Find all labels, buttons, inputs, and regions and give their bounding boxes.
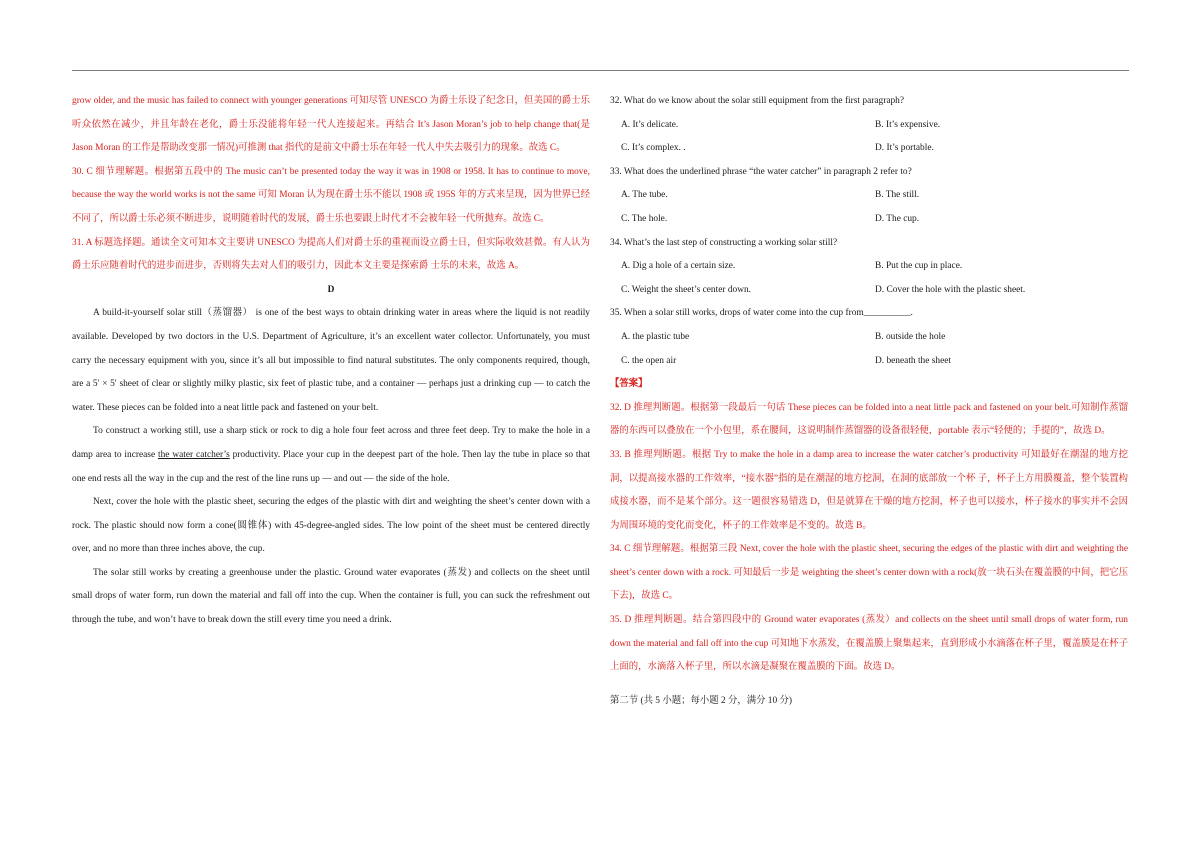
option-a: A. the plastic tube [621, 331, 690, 342]
passage-section-title: D [327, 284, 335, 295]
answer-31-explanation: 31. A 标题选择题。通读全文可知本文主要讲 UNESCO 为提高人们对爵士乐的重视而设立爵士日，但实际收效甚微。有人认为爵士乐应随着时代的进步而进步，否则将失去对人们的吸引力，因此本文主要是探索爵 士乐的未来，故选 A。 [72, 237, 590, 272]
option-a: A. It’s delicate. [621, 119, 679, 130]
option-b: B. Put the cup in place. [875, 261, 963, 272]
paragraph-2-text-after: productivity. Place your cup in the deepest part of the hole. Then lay the tube in place so that one end rests all the way in the cup and the rest of the line runs up — and out — the side of the hole. [72, 449, 590, 484]
option-a: A. Dig a hole of a certain size. [621, 261, 736, 272]
options-row [610, 279, 1128, 303]
options-row [610, 350, 1128, 374]
question-32 [610, 90, 1128, 161]
section-2-heading: 第二节 (共 5 小题；每小题 2 分，满分 10 分) [610, 695, 793, 706]
option-d: D. Cover the hole with the plastic sheet. [875, 284, 1026, 295]
answer-34-explanation: 34. C 细节理解题。根据第三段 Next, cover the hole with the plastic sheet, securing the edges of the plastic with dirt and weighting the sheet’s center down with a rock. 可知最后一步是 weighting the sheet’s center down with a rock(放一块石头在覆盖膜的中间，把它压下去)，故选 C。 [610, 544, 1128, 602]
options-row [610, 114, 1128, 138]
option-c: C. It’s complex. . [621, 143, 686, 154]
options-row [610, 208, 1128, 232]
question-34 [610, 232, 1128, 303]
passage-paragraph-1: A build-it-yourself solar still（蒸馏器） is one of the best ways to obtain drinking water in areas where the liquid is not readily available. Developed by two doctors in the U.S. Department of Agriculture, it’s an excellent water collector. Unfortunately, you must carry the necessary equipment with you, since it’s all but impossible to find natural substitutes. The only components required, though, are a 5′ × 5′ sheet of clear or slightly milky plastic, six feet of plastic tube, and a container — perhaps just a drinking cup — to catch the water. These pieces can be folded into a neat little pack and fastened on your belt. [72, 308, 590, 413]
options-row [610, 137, 1128, 161]
question-stem: 33. What does the underlined phrase “the water catcher” in paragraph 2 refer to? [610, 166, 912, 177]
option-a: A. The tube. [621, 190, 668, 201]
passage-paragraph-2 [72, 420, 590, 491]
option-b: B. The still. [875, 190, 920, 201]
answer-33-explanation: 33. B 推理判断题。根据 Try to make the hole in a damp area to increase the water catcher’s productivity 可知最好在潮湿的地方挖洞，以提高接水器的工作效率，“接水器”指的是在潮湿的地方挖洞，在洞的底部放一个杯 子，杯子上方用膜覆盖，整个装置构成接水器，而不是某个部分。这一题很容易错选 D，但是就算在干燥的地方挖洞，杯子也可以接水，杯子接水的事实并不会因为周围环境的变化而变化，杯子的工作效率是不变的。故选 B。 [610, 449, 1128, 531]
question-35 [610, 302, 1128, 373]
answer-32-explanation: 32. D 推理判断题。根据第一段最后一句话 These pieces can be folded into a neat little pack and fastened on your belt.可知制作蒸馏器的东西可以叠放在一个小包里，系在腰间，这说明制作蒸馏器的设备很轻便，portable 表示“轻便的；手提的”，故选 D。 [610, 402, 1128, 437]
question-stem: 32. What do we know about the solar still equipment from the first paragraph? [610, 96, 905, 106]
options-row [610, 326, 1128, 350]
option-c: C. Weight the sheet’s center down. [621, 284, 752, 295]
answer-29-explanation: grow older, and the music has failed to connect with younger generations 可知尽管 UNESCO 为爵士乐设了纪念日，但美国的爵士乐听众依然在减少，并且年龄在老化，爵士乐没能将年轻一代人连接起来。再结合 It’s Jason Moran’s job to help change that(是 Jason Moran 的工作是帮助改变那一情况)可推测 that 指代的是前文中爵士乐在年轻一代人中失去吸引力的现象。故选 C。 [72, 96, 590, 154]
option-c: C. The hole. [621, 213, 668, 224]
underlined-phrase: the water catcher’s [158, 449, 230, 460]
option-d: D. The cup. [875, 213, 920, 224]
answer-35-explanation: 35. D 推理判断题。结合第四段中的 Ground water evaporates (蒸发）and collects on the sheet until small drops of water form, run down the material and fall off into the cup 可知地下水蒸发，在覆盖膜上聚集起来，直到形成小水滴落在杯子里，覆盖膜是在杯子上面的，水滴落入杯子里，所以水滴是凝聚在覆盖膜的下面。故选 D。 [610, 615, 1128, 673]
option-d: D. beneath the sheet [875, 355, 952, 366]
answer-30-explanation: 30. C 细节理解题。根据第五段中的 The music can’t be presented today the way it was in 1908 or 1958. It has to continue to move, because the way the world works is not the same 可知 Moran 认为现在爵士乐不能以 1908 或 195S 年的方式来呈现，因为世界已经不同了，所以爵士乐必须不断进步，说明随着时代的发展，爵士乐也要跟上时代才不会被年轻一代所抛弃。故选 C。 [72, 166, 590, 224]
options-row [610, 255, 1128, 279]
passage-paragraph-3: Next, cover the hole with the plastic sheet, securing the edges of the plastic with dirt and weighting the sheet’s center down with a rock. The plastic should now form a cone(圆锥体) with 45-degree-angled sides. The low point of the sheet must be centered directly over, and no more than three inches above, the cup. [72, 497, 590, 555]
right-column [610, 90, 1128, 713]
option-b: B. outside the hole [875, 331, 946, 342]
paragraph-2-text-before: To construct a working still, use a sharp stick or rock to dig a hole four feet across and three feet deep. Try to make the hole in a damp area to increase [72, 426, 590, 460]
header-rule [72, 70, 1129, 71]
question-stem: 35. When a solar still works, drops of water come into the cup from__________. [610, 308, 913, 319]
options-row [610, 184, 1128, 208]
question-stem: 34. What’s the last step of constructing a working solar still? [610, 237, 838, 248]
option-c: C. the open air [621, 355, 677, 366]
answer-label: 【答案】 [610, 379, 648, 390]
left-column [72, 90, 590, 633]
passage-paragraph-4: The solar still works by creating a greenhouse under the plastic. Ground water evaporates (蒸发) and collects on the sheet until small drops of water form, run down the material and fall off into the cup. When the container is full, you can suck the refreshment out through the tube, and won’t have to break down the still every time you need a drink. [72, 567, 590, 626]
question-33 [610, 161, 1128, 232]
option-d: D. It’s portable. [875, 143, 934, 154]
option-b: B. It’s expensive. [875, 119, 941, 130]
